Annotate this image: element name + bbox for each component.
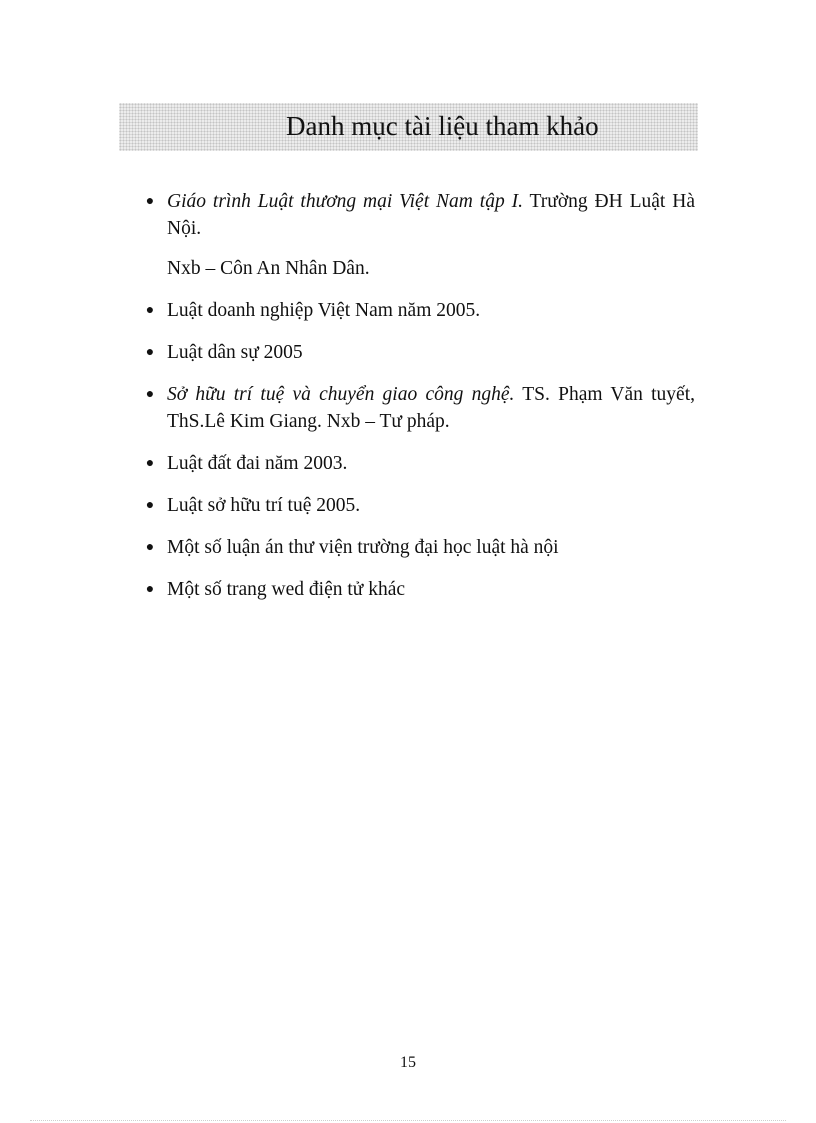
bullet-icon: ●: [145, 387, 155, 402]
reference-item: [145, 576, 695, 603]
reference-item: [145, 188, 695, 282]
reference-text: Một số luận án thư viện trường đại học luật hà nội: [167, 537, 559, 558]
title-band: [119, 103, 698, 151]
reference-note: Nxb – Côn An Nhân Dân.: [167, 258, 370, 279]
reference-item: [145, 339, 695, 366]
reference-text: Một số trang wed điện tử khác: [167, 579, 406, 600]
bullet-icon: ●: [145, 582, 155, 597]
reference-list: [145, 188, 695, 618]
reference-item: [145, 297, 695, 324]
reference-book-title: Giáo trình Luật thương mại Việt Nam tập I.: [167, 191, 523, 212]
reference-item: [145, 381, 695, 435]
bullet-icon: ●: [145, 540, 155, 555]
page-number: 15: [400, 1054, 416, 1071]
reference-text: Luật sở hữu trí tuệ 2005.: [167, 495, 361, 516]
reference-item: [145, 492, 695, 519]
page-title: Danh mục tài liệu tham khảo: [286, 111, 599, 141]
bullet-icon: ●: [145, 498, 155, 513]
bullet-icon: ●: [145, 345, 155, 360]
bullet-icon: ●: [145, 456, 155, 471]
reference-text: Luật đất đai năm 2003.: [167, 453, 348, 474]
reference-text: Luật doanh nghiệp Việt Nam năm 2005.: [167, 300, 481, 321]
reference-authors: TS. Phạm Văn tuyết, ThS.Lê Kim Giang. Nxb – Tư pháp.: [167, 384, 695, 432]
reference-item: [145, 534, 695, 561]
reference-text: [167, 188, 695, 242]
reference-text: Luật dân sự 2005: [167, 342, 303, 363]
page-bottom-divider: [30, 1120, 786, 1121]
reference-publisher: Trường ĐH Luật Hà Nội.: [167, 191, 695, 239]
reference-text: [167, 381, 695, 435]
bullet-icon: ●: [145, 303, 155, 318]
reference-book-title: Sở hữu trí tuệ và chuyển giao công nghệ.: [167, 384, 515, 405]
bullet-icon: ●: [145, 194, 155, 209]
reference-item: [145, 450, 695, 477]
